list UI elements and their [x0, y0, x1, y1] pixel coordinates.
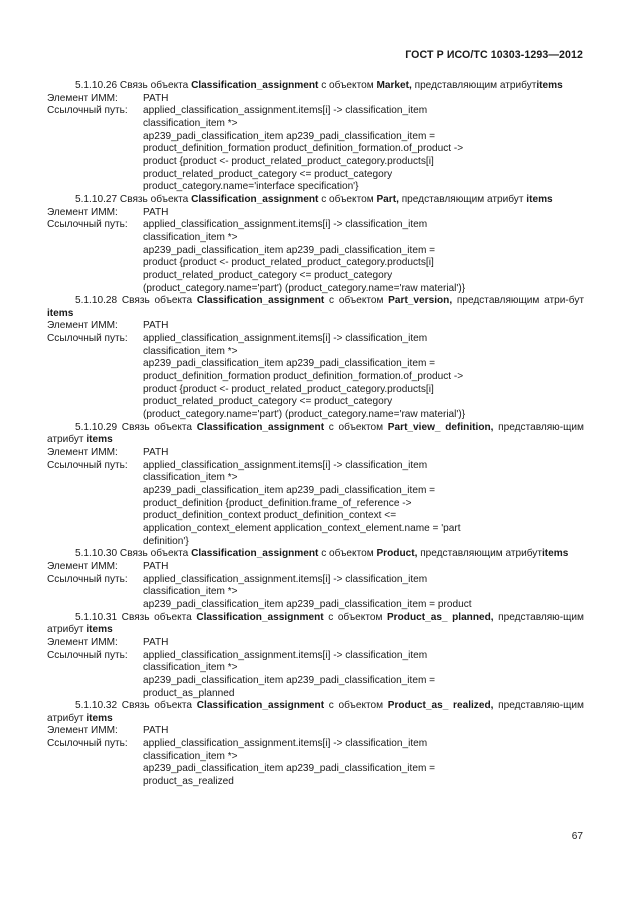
object-name: Product,: [376, 548, 418, 560]
object-name: Part_version,: [388, 295, 453, 307]
path-label: Ссылочный путь:: [47, 573, 128, 585]
path-line: ap239_padi_classification_item ap239_padi_classification_item = product: [143, 598, 472, 610]
path-label: Ссылочный путь:: [47, 105, 128, 117]
entity-name: Classification_assignment: [196, 611, 324, 623]
element-row: [47, 207, 584, 220]
path-line: ap239_padi_classification_item ap239_padi_classification_item =: [143, 674, 436, 686]
path-line: ap239_padi_classification_item ap239_padi_classification_item =: [143, 130, 436, 142]
element-row: [47, 320, 584, 333]
clause-5-1-10-30: [47, 548, 584, 611]
element-row: [47, 93, 584, 106]
path-value: [143, 574, 584, 612]
page-number: 67: [571, 831, 583, 842]
path-row: [47, 219, 584, 295]
clause-text: Связь объекта: [117, 80, 192, 91]
entity-name: Classification_assignment: [196, 295, 325, 307]
clause-text: представляю-щим атрибут: [47, 700, 584, 724]
path-line: definition'}: [143, 535, 189, 547]
clause-number: 5.1.10.31: [75, 611, 118, 623]
element-label: Элемент ИММ:: [47, 92, 118, 104]
path-label: Ссылочный путь:: [47, 219, 128, 231]
path-row: [47, 460, 584, 549]
clause-heading: [47, 612, 584, 637]
path-line: application_context_element application_context_element.name = 'part: [143, 522, 461, 534]
clause-text: Связь объекта: [117, 193, 192, 205]
element-label: Элемент ИММ:: [47, 320, 118, 332]
element-row: [47, 447, 584, 460]
clause-heading: [47, 700, 584, 725]
path-line: product {product <- product_related_product_category.products[i]: [143, 155, 434, 167]
clause-text: представляющим атрибут: [398, 193, 527, 205]
element-value: PATH: [143, 447, 169, 459]
path-line: (product_category.name='part') (product_category.name='raw material')}: [143, 282, 466, 294]
path-row: [47, 574, 584, 612]
path-line: product {product <- product_related_product_category.products[i]: [143, 383, 434, 395]
element-label: Элемент ИММ:: [47, 560, 118, 572]
object-name: Part_view_ definition,: [387, 421, 494, 433]
attribute-name: items: [86, 712, 113, 724]
entity-name: Classification_assignment: [196, 700, 325, 712]
element-value: PATH: [143, 92, 169, 104]
path-line: product {product <- product_related_product_category.products[i]: [143, 257, 434, 269]
clause-text: Связь объекта: [117, 295, 197, 307]
clause-text: представляющим атрибут: [417, 548, 542, 560]
path-line: product_definition_formation product_definition_formation.of_product ->: [143, 143, 464, 155]
path-line: classification_item *>: [143, 472, 238, 484]
attribute-name: items: [47, 307, 74, 319]
clause-heading: [47, 548, 584, 561]
path-line: classification_item *>: [143, 586, 238, 598]
path-line: applied_classification_assignment.items[i] -> classification_item: [143, 333, 428, 345]
element-row: [47, 637, 584, 650]
clause-text: с объектом: [324, 700, 388, 712]
object-name: Product_as_ realized,: [387, 700, 494, 712]
path-line: applied_classification_assignment.items[i] -> classification_item: [143, 573, 428, 585]
path-line: product_definition {product_definition.frame_of_reference ->: [143, 497, 412, 509]
path-value: [143, 650, 584, 701]
path-line: product_definition_formation product_definition_formation.of_product ->: [143, 371, 464, 383]
path-row: [47, 650, 584, 701]
path-label: Ссылочный путь:: [47, 333, 128, 345]
element-row: [47, 725, 584, 738]
path-line: ap239_padi_classification_item ap239_padi_classification_item =: [143, 763, 436, 775]
element-value: PATH: [143, 320, 169, 332]
path-line: classification_item *>: [143, 117, 238, 129]
path-line: ap239_padi_classification_item ap239_padi_classification_item =: [143, 358, 436, 370]
element-row: [47, 561, 584, 574]
path-row: [47, 105, 584, 194]
path-label: Ссылочный путь:: [47, 459, 128, 471]
attribute-name: items: [526, 193, 553, 205]
clause-number: 5.1.10.30: [75, 548, 118, 560]
clause-number: 5.1.10.29: [75, 421, 118, 433]
clause-5-1-10-27: [47, 194, 584, 295]
clause-number: 5.1.10.32: [75, 700, 118, 712]
clause-text: с объектом: [324, 421, 388, 433]
path-line: applied_classification_assignment.items[i] -> classification_item: [143, 738, 428, 750]
path-line: classification_item *>: [143, 662, 238, 674]
clause-text: представляю-щим атрибут: [47, 421, 584, 446]
object-name: Part,: [376, 193, 399, 205]
clause-5-1-10-31: [47, 612, 584, 701]
path-value: [143, 333, 584, 422]
attribute-name: items: [86, 434, 113, 446]
clause-text: Связь объекта: [117, 548, 192, 560]
document-body: [47, 80, 584, 789]
attribute-name: items: [536, 80, 563, 91]
clause-text: представляю-щим атрибут: [47, 611, 584, 636]
document-header: ГОСТ Р ИСО/ТС 10303-1293—2012: [405, 49, 583, 61]
path-line: product_related_product_category <= product_category: [143, 396, 393, 408]
path-line: classification_item *>: [143, 750, 238, 762]
path-line: ap239_padi_classification_item ap239_padi_classification_item =: [143, 244, 436, 256]
clause-number: 5.1.10.28: [75, 295, 118, 307]
path-line: product_category.name='interface specification'}: [143, 181, 359, 193]
clause-heading: [47, 295, 584, 320]
path-label: Ссылочный путь:: [47, 738, 128, 750]
object-name: Market,: [376, 80, 412, 91]
path-value: [143, 460, 584, 549]
clause-number: 5.1.10.26: [75, 80, 118, 91]
path-line: applied_classification_assignment.items[i] -> classification_item: [143, 649, 428, 661]
element-value: PATH: [143, 206, 169, 218]
path-value: [143, 105, 584, 194]
element-label: Элемент ИММ:: [47, 447, 118, 459]
path-row: [47, 738, 584, 789]
path-row: [47, 333, 584, 422]
path-line: product_definition_context product_definition_context <=: [143, 510, 397, 522]
clause-text: с объектом: [318, 548, 377, 560]
path-line: ap239_padi_classification_item ap239_padi_classification_item =: [143, 485, 436, 496]
path-label: Ссылочный путь:: [47, 649, 128, 661]
clause-text: представляющим атри-бут: [452, 295, 584, 307]
clause-heading: [47, 80, 584, 93]
path-line: product_as_planned: [143, 687, 235, 699]
path-line: product_related_product_category <= product_category: [143, 168, 393, 180]
clause-text: представляющим атрибут: [411, 80, 537, 91]
clause-5-1-10-28: [47, 295, 584, 422]
element-value: PATH: [143, 560, 169, 572]
clause-5-1-10-32: [47, 700, 584, 789]
clause-heading: [47, 194, 584, 207]
path-value: [143, 219, 584, 295]
clause-heading: [47, 422, 584, 447]
object-name: Product_as_ planned,: [386, 611, 494, 623]
attribute-name: items: [86, 624, 113, 636]
clause-text: Связь объекта: [117, 421, 197, 433]
clause-text: с объектом: [324, 295, 389, 307]
path-value: [143, 738, 584, 789]
path-line: product_as_realized: [143, 776, 234, 788]
path-line: classification_item *>: [143, 345, 238, 357]
entity-name: Classification_assignment: [191, 548, 319, 560]
entity-name: Classification_assignment: [191, 193, 319, 205]
clause-text: с объектом: [318, 193, 377, 205]
element-value: PATH: [143, 636, 169, 648]
path-line: applied_classification_assignment.items[i] -> classification_item: [143, 219, 428, 231]
path-line: (product_category.name='part') (product_category.name='raw material')}: [143, 409, 466, 421]
clause-5-1-10-26: [47, 80, 584, 194]
element-label: Элемент ИММ:: [47, 725, 118, 737]
path-line: classification_item *>: [143, 231, 238, 243]
clause-text: с объектом: [318, 80, 377, 91]
clause-text: Связь объекта: [117, 611, 197, 623]
element-label: Элемент ИММ:: [47, 206, 118, 218]
entity-name: Classification_assignment: [191, 80, 319, 91]
clause-5-1-10-29: [47, 422, 584, 549]
path-line: product_related_product_category <= product_category: [143, 269, 393, 281]
path-line: applied_classification_assignment.items[i] -> classification_item: [143, 459, 428, 471]
clause-text: Связь объекта: [117, 700, 197, 712]
attribute-name: items: [541, 548, 569, 560]
entity-name: Classification_assignment: [196, 421, 325, 433]
element-value: PATH: [143, 725, 169, 737]
clause-text: с объектом: [323, 611, 387, 623]
clause-number: 5.1.10.27: [75, 193, 118, 205]
path-line: applied_classification_assignment.items[i] -> classification_item: [143, 105, 428, 117]
element-label: Элемент ИММ:: [47, 636, 118, 648]
